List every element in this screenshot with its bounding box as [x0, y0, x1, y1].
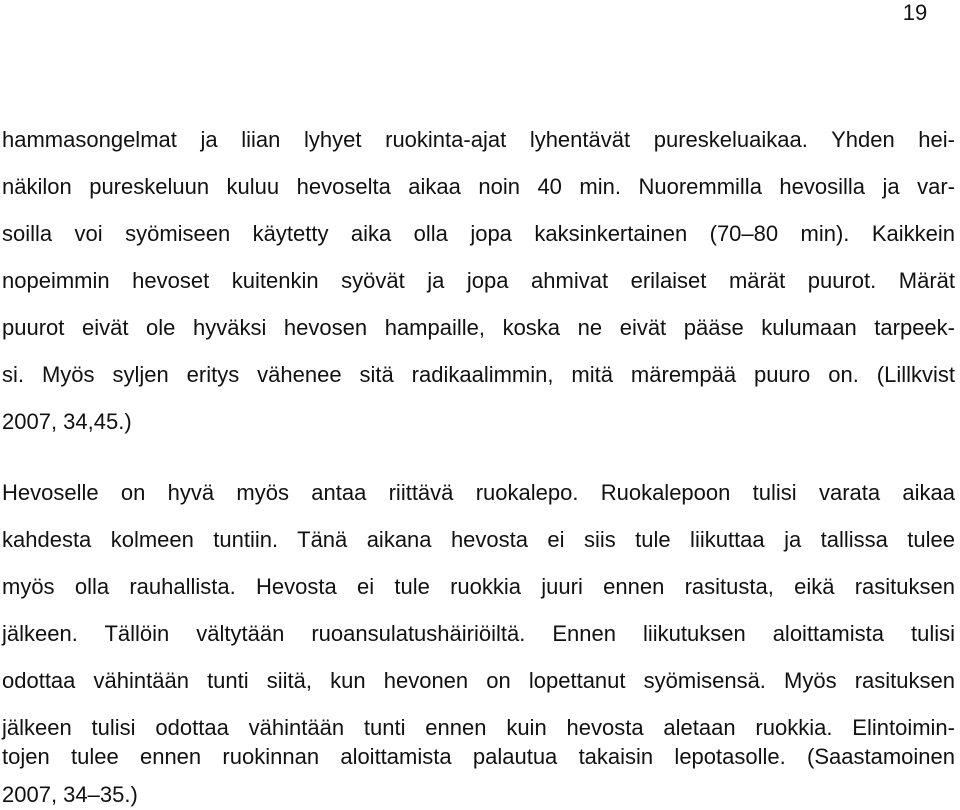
- text-line: puurot eivät ole hyväksi hevosen hampaille, koska ne eivät pääse kulumaan tarpeek-: [2, 315, 955, 340]
- text-line: nopeimmin hevoset kuitenkin syövät ja jopa ahmivat erilaiset märät puurot. Märät: [2, 268, 955, 293]
- text-line: 2007, 34–35.): [2, 782, 138, 807]
- text-line: näkilon pureskeluun kuluu hevoselta aikaa noin 40 min. Nuoremmilla hevosilla ja var-: [2, 174, 955, 199]
- text-line: 2007, 34,45.): [2, 409, 132, 434]
- page-number: 19: [902, 0, 928, 25]
- text-line: myös olla rauhallista. Hevosta ei tule ruokkia juuri ennen rasitusta, eikä rasituksen: [2, 574, 955, 599]
- text-line: hammasongelmat ja liian lyhyet ruokinta-ajat lyhentävät pureskeluaikaa. Yhden hei-: [2, 127, 955, 152]
- text-line: jälkeen tulisi odottaa vähintään tunti ennen kuin hevosta aletaan ruokkia. Elintoimin-: [2, 715, 955, 740]
- text-line: kahdesta kolmeen tuntiin. Tänä aikana hevosta ei siis tule liikuttaa ja tallissa tulee: [2, 527, 955, 552]
- text-line: odottaa vähintään tunti siitä, kun hevonen on lopettanut syömisensä. Myös rasituksen: [2, 668, 955, 693]
- text-line: soilla voi syömiseen käytetty aika olla jopa kaksinkertainen (70–80 min). Kaikkein: [2, 221, 955, 246]
- text-line: si. Myös syljen eritys vähenee sitä radikaalimmin, mitä märempää puuro on. (Lillkvist: [2, 362, 955, 387]
- text-line: tojen tulee ennen ruokinnan aloittamista palautua takaisin lepotasolle. (Saastamoinen: [2, 744, 955, 769]
- text-line: jälkeen. Tällöin vältytään ruoansulatushäiriöiltä. Ennen liikutuksen aloittamista tulisi: [2, 621, 955, 646]
- text-line: Hevoselle on hyvä myös antaa riittävä ruokalepo. Ruokalepoon tulisi varata aikaa: [2, 480, 955, 505]
